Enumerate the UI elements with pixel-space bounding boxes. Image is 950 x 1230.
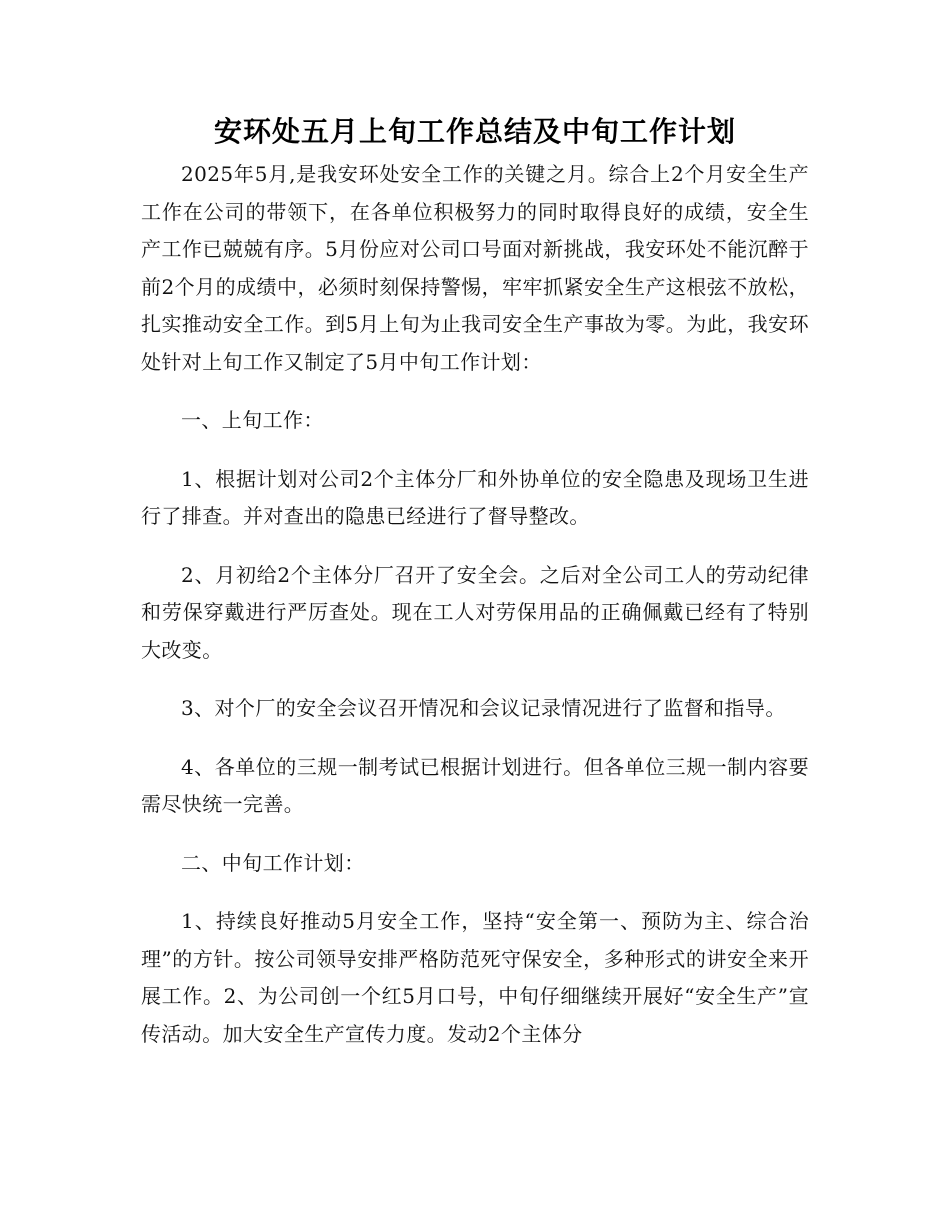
last-period-item-3: 3、对个厂的安全会议召开情况和会议记录情况进行了监督和指导。 — [181, 696, 786, 720]
last-period-item-2: 2、月初给2个主体分厂召开了安全会。之后对全公司工人的劳动纪律和劳保穿戴进行严厉查处。现在工人对劳保用品的正确佩戴已经有了特别大改变。 — [141, 562, 809, 662]
document-body — [141, 108, 809, 1053]
intro-paragraph: 2025年5月,是我安环处安全工作的关键之月。综合上2个月安全生产工作在公司的带领下，在各单位积极努力的同时取得良好的成绩，安全生产工作已兢兢有序。5月份应对公司口号面对新挑战，我安环处不能沉醉于前2个月的成绩中，必须时刻保持警惕，牢牢抓紧安全生产这根弦不放松，扎实推动安全工作。到5月上旬为止我司安全生产事故为零。为此，我安环处针对上旬工作又制定了5月中旬工作计划： — [141, 162, 809, 374]
last-period-item-4: 4、各单位的三规一制考试已根据计划进行。但各单位三规一制内容要需尽快统一完善。 — [141, 754, 809, 816]
document-title: 安环处五月上旬工作总结及中旬工作计划 — [213, 115, 736, 148]
last-period-item-1: 1、根据计划对公司2个主体分厂和外协单位的安全隐患及现场卫生进行了排查。并对查出的隐患已经进行了督导整改。 — [141, 466, 809, 528]
mid-period-plan-item-1: 1、持续良好推动5月安全工作，坚持“安全第一、预防为主、综合治理”的方针。按公司领导安排严格防范死守保安全，多种形式的讲安全来开展工作。2、为公司创一个红5月口号，中旬仔细继续开展好“安全生产”宣传活动。加大安全生产宣传力度。发动2个主体分 — [141, 909, 809, 1046]
section-heading-last-period: 一、上旬工作： — [181, 408, 324, 432]
section-heading-mid-period-plan: 二、中旬工作计划： — [181, 850, 365, 875]
